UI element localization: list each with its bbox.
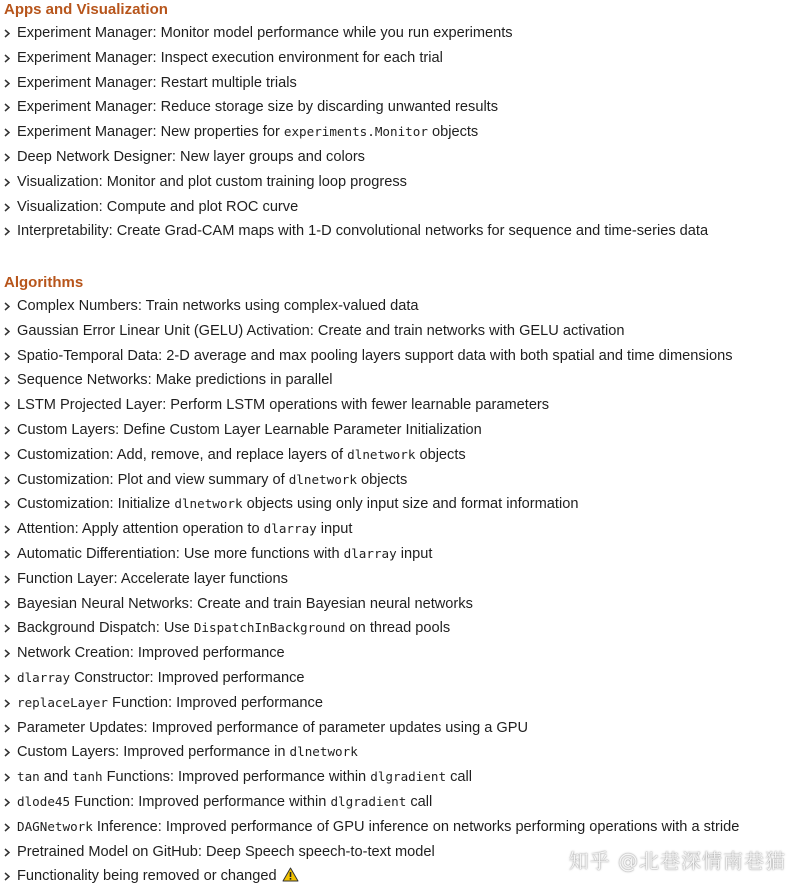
list-item — [0, 145, 806, 170]
chevron-right-icon — [4, 476, 10, 485]
item-text: Customization: Add, remove, and replace layers of — [17, 446, 348, 463]
chevron-right-icon — [4, 500, 10, 509]
list-item — [0, 517, 806, 542]
chevron-right-icon — [4, 699, 10, 708]
chevron-right-icon — [4, 649, 10, 658]
item-text: objects — [427, 124, 479, 141]
chevron-right-icon — [4, 54, 10, 63]
chevron-right-icon — [4, 401, 10, 410]
list-item — [0, 616, 806, 641]
apps-section — [0, 0, 806, 244]
list-item — [0, 344, 806, 369]
list-item — [0, 219, 806, 244]
item-text: Custom Layers: Improved performance in — [17, 744, 290, 761]
item-text: Complex Numbers: Train networks using complex-valued data — [17, 298, 419, 314]
list-item — [0, 21, 806, 46]
list-item — [0, 319, 806, 344]
list-item — [0, 418, 806, 443]
list-item — [0, 492, 806, 517]
chevron-right-icon — [4, 376, 10, 385]
item-text: Bayesian Neural Networks: Create and train Bayesian neural networks — [17, 595, 473, 612]
code-term: dlnetwork — [174, 496, 243, 512]
list-item — [0, 393, 806, 418]
code-term: tan — [17, 769, 40, 785]
item-text: Customization: Plot and view summary of — [17, 471, 289, 488]
item-text: Inference: Improved performance of GPU inference on networks performing operations with a stride — [92, 818, 740, 835]
item-text: input — [396, 545, 433, 562]
item-text: Pretrained Model on GitHub: Deep Speech speech-to-text model — [17, 843, 435, 860]
list-item — [0, 170, 806, 195]
item-text: Visualization: Compute and plot ROC curve — [17, 198, 299, 215]
list-item — [0, 542, 806, 567]
code-term: dlnetwork — [289, 744, 358, 760]
list-item — [0, 815, 806, 840]
algorithms-section — [0, 273, 806, 889]
chevron-right-icon — [4, 575, 10, 584]
list-item — [0, 468, 806, 493]
code-term: dlgradient — [330, 793, 407, 809]
list-item — [0, 120, 806, 145]
list-item — [0, 765, 806, 790]
item-text: Function: Improved performance within — [70, 793, 331, 810]
code-term: dlarray — [17, 669, 71, 685]
chevron-right-icon — [4, 823, 10, 832]
item-text: Automatic Differentiation: Use more functions with — [17, 545, 344, 562]
item-text: Deep Network Designer: New layer groups and colors — [17, 148, 365, 165]
chevron-right-icon — [4, 79, 10, 88]
code-term: DAGNetwork — [17, 818, 93, 834]
chevron-right-icon — [4, 624, 10, 633]
item-text: Custom Layers: Define Custom Layer Learnable Parameter Initialization — [17, 421, 482, 438]
item-text: call — [446, 769, 473, 786]
chevron-right-icon — [4, 178, 10, 187]
chevron-right-icon — [4, 302, 10, 311]
chevron-right-icon — [4, 872, 10, 881]
chevron-right-icon — [4, 848, 10, 857]
item-text: Experiment Manager: New properties for — [17, 124, 284, 141]
list-item — [0, 71, 806, 96]
code-term: DispatchInBackground — [193, 620, 346, 636]
item-text: objects — [356, 471, 408, 488]
item-text: Attention: Apply attention operation to — [17, 521, 264, 538]
chevron-right-icon — [4, 227, 10, 236]
item-text: Experiment Manager: Monitor model performance while you run experiments — [17, 25, 513, 41]
apps-section-list — [0, 21, 806, 244]
list-item — [0, 443, 806, 468]
item-text: objects using only input size and format information — [242, 496, 579, 513]
apps-section-heading: Apps and Visualization — [4, 1, 168, 18]
item-text: and — [39, 769, 73, 786]
chevron-right-icon — [4, 600, 10, 609]
item-text: Gaussian Error Linear Unit (GELU) Activation: Create and train networks with GELU activation — [17, 322, 625, 339]
item-text: Interpretability: Create Grad-CAM maps with 1-D convolutional networks for sequence and time-series data — [17, 223, 709, 240]
list-item — [0, 592, 806, 617]
list-item — [0, 740, 806, 765]
chevron-right-icon — [4, 426, 10, 435]
list-item — [0, 790, 806, 815]
code-term: dlnetwork — [288, 471, 357, 487]
item-text: Function: Improved performance — [108, 694, 323, 711]
algorithms-section-list — [0, 294, 806, 889]
list-item — [0, 46, 806, 71]
chevron-right-icon — [4, 773, 10, 782]
item-text: Background Dispatch: Use — [17, 620, 194, 637]
list-item — [0, 294, 806, 319]
chevron-right-icon — [4, 352, 10, 361]
code-term: tanh — [72, 769, 103, 785]
chevron-right-icon — [4, 29, 10, 38]
list-item — [0, 666, 806, 691]
code-term: replaceLayer — [17, 694, 108, 710]
chevron-right-icon — [4, 327, 10, 336]
list-item — [0, 716, 806, 741]
warning-icon — [282, 866, 299, 881]
code-term: dlgradient — [370, 769, 447, 785]
chevron-right-icon — [4, 153, 10, 162]
chevron-right-icon — [4, 724, 10, 733]
item-text: Spatio-Temporal Data: 2-D average and max pooling layers support data with both spatial and time dimensions — [17, 347, 733, 364]
chevron-right-icon — [4, 525, 10, 534]
item-text: on thread pools — [345, 620, 451, 637]
list-item — [0, 195, 806, 220]
item-text: objects — [415, 446, 466, 463]
item-text: LSTM Projected Layer: Perform LSTM operations with fewer learnable parameters — [17, 397, 550, 414]
item-text: Constructor: Improved performance — [70, 669, 305, 686]
item-text: Function Layer: Accelerate layer functions — [17, 570, 288, 587]
item-text: Network Creation: Improved performance — [17, 645, 285, 662]
item-text: Parameter Updates: Improved performance of parameter updates using a GPU — [17, 719, 529, 736]
chevron-right-icon — [4, 550, 10, 559]
list-item — [0, 691, 806, 716]
list-item — [0, 567, 806, 592]
chevron-right-icon — [4, 798, 10, 807]
item-text: Visualization: Monitor and plot custom training loop progress — [17, 173, 407, 190]
item-text: Functions: Improved performance within — [102, 769, 371, 786]
code-term: experiments.Monitor — [283, 124, 428, 140]
chevron-right-icon — [4, 748, 10, 757]
chevron-right-icon — [4, 203, 10, 212]
chevron-right-icon — [4, 103, 10, 112]
code-term: dlarray — [263, 521, 317, 537]
watermark: 知乎 @北巷深情南巷猫 — [568, 849, 786, 873]
code-term: dlnetwork — [347, 446, 416, 462]
item-text: call — [406, 793, 433, 810]
list-item — [0, 368, 806, 393]
item-text: Functionality being removed or changed — [17, 868, 277, 885]
item-text: Experiment Manager: Inspect execution environment for each trial — [17, 49, 443, 66]
chevron-right-icon — [4, 674, 10, 683]
chevron-right-icon — [4, 451, 10, 460]
code-term: dlarray — [343, 545, 397, 561]
item-text: input — [316, 521, 353, 538]
list-item — [0, 641, 806, 666]
item-text: Experiment Manager: Restart multiple trials — [17, 74, 297, 91]
list-item — [0, 95, 806, 120]
chevron-right-icon — [4, 128, 10, 137]
algorithms-section-heading: Algorithms — [4, 274, 84, 291]
item-text: Sequence Networks: Make predictions in parallel — [17, 372, 333, 389]
item-text: Customization: Initialize — [17, 496, 175, 513]
item-text: Experiment Manager: Reduce storage size by discarding unwanted results — [17, 99, 499, 116]
code-term: dlode45 — [17, 793, 71, 809]
